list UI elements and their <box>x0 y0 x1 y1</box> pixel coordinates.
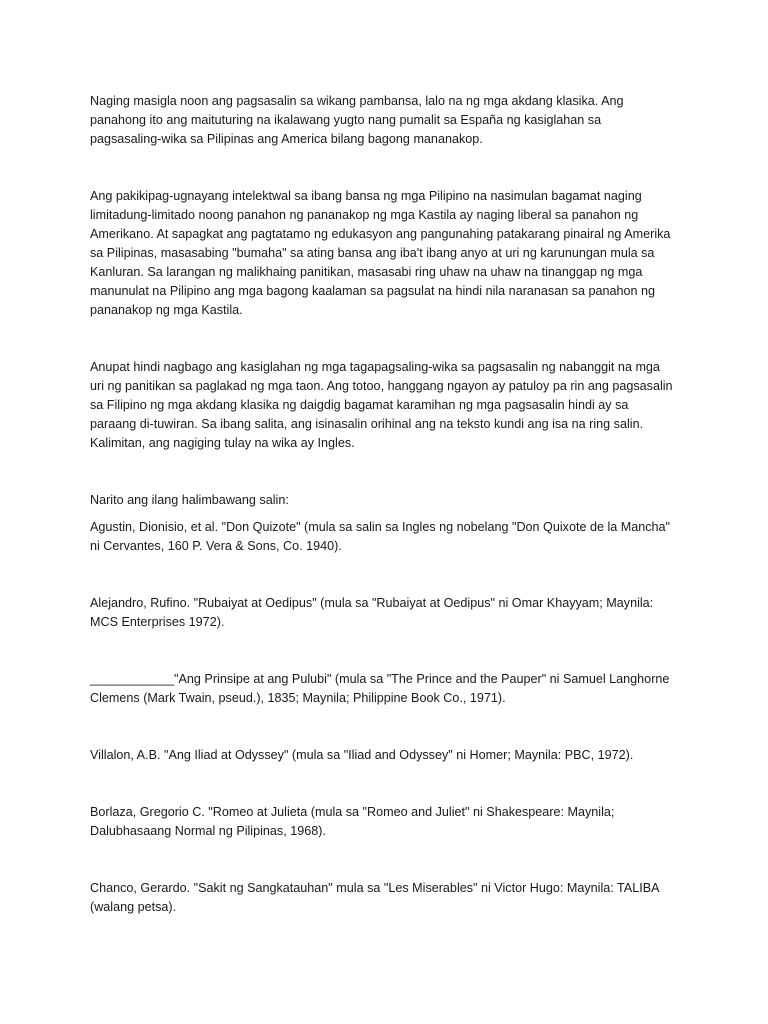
reference-item: Villalon, A.B. "Ang Iliad at Odyssey" (mula sa "Iliad and Odyssey" ni Homer; Maynila: PBC, 1972). <box>90 748 634 762</box>
reference-item: Chanco, Gerardo. "Sakit ng Sangkatauhan" mula sa "Les Miserables" ni Victor Hugo: Maynila: TALIBA (walang petsa). <box>90 881 659 914</box>
paragraph-american-period: Ang pakikipag-ugnayang intelektwal sa ibang bansa ng mga Pilipino na nasimulan bagamat naging limitadung-limitado noong panahon ng pananakop ng mga Kastila ay naging liberal sa panahon ng Amerikano. At sapagkat ang pagtatamo ng edukasyon ang pangunahing patakarang pinairal ng Amerika sa Pilipinas, masasabing "bumaha" sa ating bansa ang iba't ibang anyo at uri ng karunungan mula sa Kanluran. Sa larangan ng malikhaing panitikan, masasabi ring uhaw na uhaw na tinanggap ng mga manunulat na Pilipino ang mga bagong kaalaman sa pagsulat na hindi nila naranasan sa panahon ng pananakop ng mga Kastila. <box>90 189 671 317</box>
reference-list <box>90 518 675 917</box>
reference-item: Alejandro, Rufino. "Rubaiyat at Oedipus" (mula sa "Rubaiyat at Oedipus" ni Omar Khayyam; Maynila: MCS Enterprises 1972). <box>90 596 654 629</box>
reference-item: ____________"Ang Prinsipe at ang Pulubi" (mula sa "The Prince and the Pauper" ni Samuel Langhorne Clemens (Mark Twain, pseud.), 1835; Maynila; Philippine Book Co., 1971). <box>90 672 670 705</box>
paragraph-translation-continuity: Anupat hindi nagbago ang kasiglahan ng mga tagapagsaling-wika sa pagsasalin ng nabanggit na mga uri ng panitikan sa paglakad ng mga taon. Ang totoo, hanggang ngayon ay patuloy pa rin ang pagsasalin sa Filipino ng mga akdang klasika ng daigdig bagamat karamihan ng mga pagsasalin hindi ay sa paraang di-tuwiran. Sa ibang salita, ang isinasalin orihinal ang na teksto kundi ang isa na ring salin. Kalimitan, ang nagiging tulay na wika ay Ingles. <box>90 360 673 450</box>
paragraph-examples-heading: Narito ang ilang halimbawang salin: <box>90 493 289 507</box>
document-page <box>90 92 675 955</box>
reference-item: Agustin, Dionisio, et al. "Don Quizote" (mula sa salin sa Ingles ng nobelang "Don Quixote de la Mancha" ni Cervantes, 160 P. Vera & Sons, Co. 1940). <box>90 520 671 553</box>
paragraph-intro: Naging masigla noon ang pagsasalin sa wikang pambansa, lalo na ng mga akdang klasika. Ang panahong ito ang maituturing na ikalawang yugto nang pumalit sa España ng kasiglahan sa pagsasaling-wika sa Pilipinas ang America bilang bagong mananakop. <box>90 94 624 146</box>
reference-item: Borlaza, Gregorio C. "Romeo at Julieta (mula sa "Romeo and Juliet" ni Shakespeare: Maynila; Dalubhasaang Normal ng Pilipinas, 1968). <box>90 805 615 838</box>
